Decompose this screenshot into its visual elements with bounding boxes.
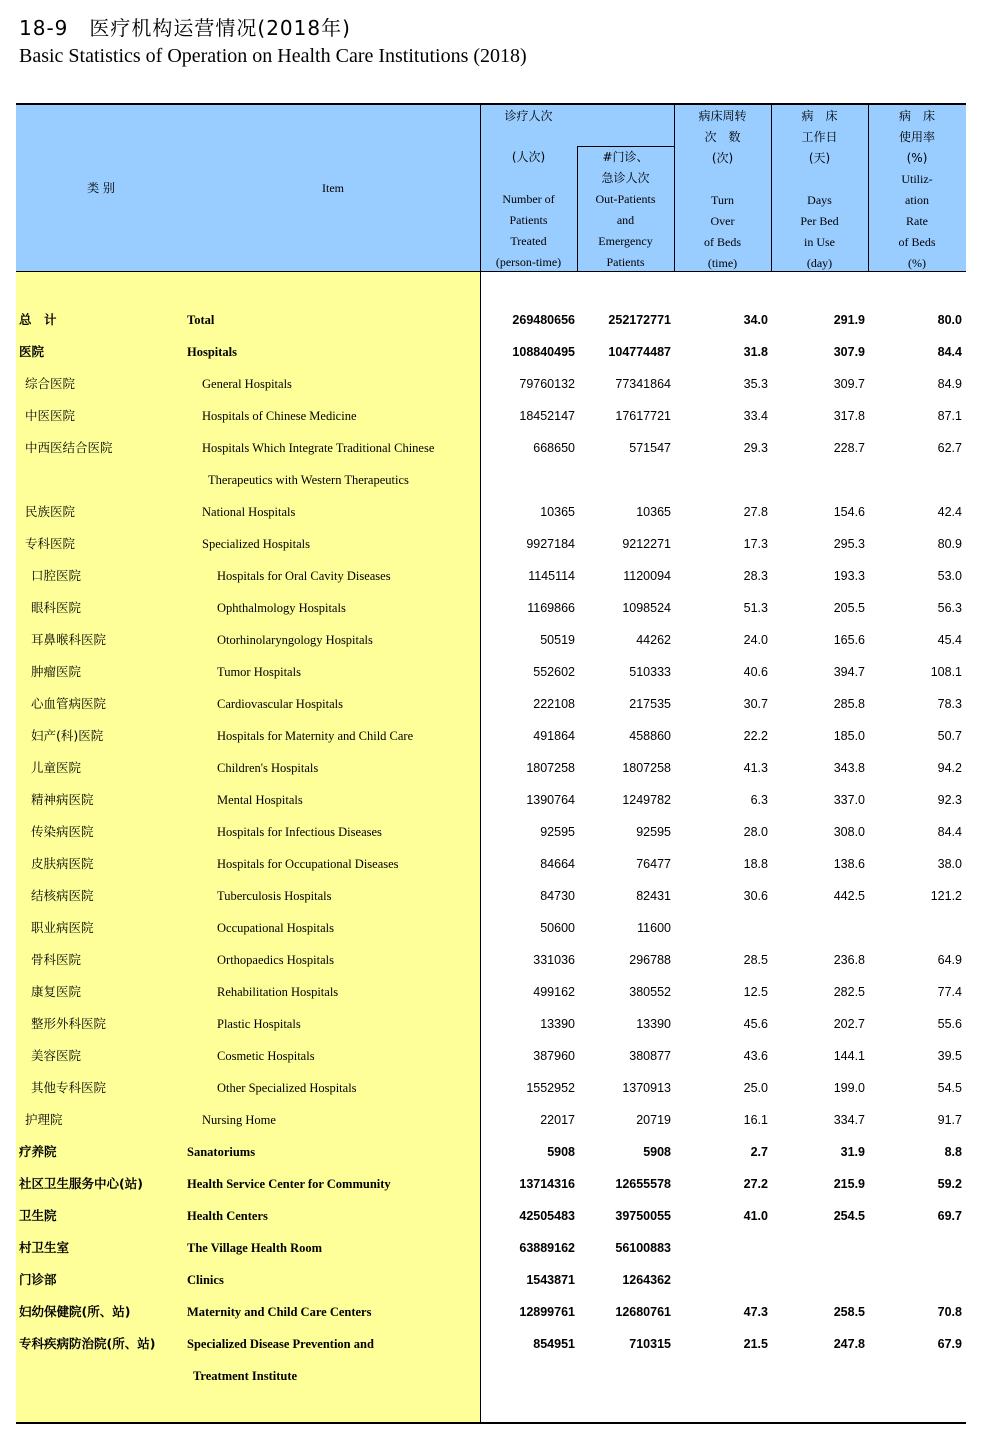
row-label-en: National Hospitals	[202, 505, 296, 519]
row-label-en: Clinics	[187, 1273, 224, 1287]
row-label-cn: 妇幼保健院(所、站)	[19, 1304, 131, 1319]
row-value-4: 337.0	[833, 793, 865, 807]
row-label-cn: 美容医院	[31, 1048, 82, 1063]
row-value-4: 144.1	[833, 1049, 865, 1063]
row-label-cn: 民族医院	[25, 504, 76, 519]
table-row	[0, 688, 981, 720]
row-value-3: 29.3	[743, 441, 768, 455]
row-value-1: 13390	[540, 1017, 575, 1031]
table-row	[0, 1104, 981, 1136]
row-value-2: 39750055	[615, 1209, 671, 1223]
row-value-5: 108.1	[930, 665, 962, 679]
table-row	[0, 816, 981, 848]
row-value-4: 154.6	[833, 505, 865, 519]
row-value-1: 269480656	[512, 313, 575, 327]
row-value-3: 43.6	[743, 1049, 768, 1063]
row-value-4: 31.9	[840, 1145, 865, 1159]
row-value-5: 69.7	[937, 1209, 962, 1223]
row-value-3: 35.3	[743, 377, 768, 391]
row-value-1: 84730	[540, 889, 575, 903]
row-value-2: 710315	[629, 1337, 671, 1351]
row-value-1: 50600	[540, 921, 575, 935]
row-value-5: 45.4	[937, 633, 962, 647]
header-patients-unit: (人次)	[511, 150, 546, 164]
row-label-cn: 门诊部	[19, 1272, 57, 1287]
row-label-cn: 口腔医院	[31, 568, 82, 583]
row-label-cn: 总 计	[19, 312, 57, 327]
row-value-4: 165.6	[833, 633, 865, 647]
row-value-2: 13390	[636, 1017, 671, 1031]
row-value-2: 12655578	[615, 1177, 671, 1191]
row-value-1: 12899761	[519, 1305, 575, 1319]
row-label-en: Tuberculosis Hospitals	[217, 889, 332, 903]
row-label-cn: 职业病医院	[31, 920, 94, 935]
row-value-5: 94.2	[937, 761, 962, 775]
row-label-cn: 心血管病医院	[31, 696, 107, 711]
row-label-en: Total	[187, 313, 215, 327]
row-value-5: 84.4	[937, 345, 962, 359]
row-label-en: Orthopaedics Hospitals	[217, 953, 334, 967]
table-row	[0, 1328, 981, 1360]
row-label-cn: 综合医院	[25, 376, 76, 391]
row-value-3: 51.3	[743, 601, 768, 615]
row-label-cn: 妇产(科)医院	[31, 728, 104, 743]
row-value-2: 380877	[629, 1049, 671, 1063]
row-value-1: 387960	[533, 1049, 575, 1063]
table-row	[0, 1200, 981, 1232]
row-value-3: 30.7	[743, 697, 768, 711]
row-value-3: 40.6	[743, 665, 768, 679]
row-value-2: 44262	[636, 633, 671, 647]
table-row	[0, 1168, 981, 1200]
row-value-1: 1807258	[526, 761, 575, 775]
row-value-4: 215.9	[833, 1177, 865, 1191]
table-row	[0, 656, 981, 688]
row-value-3: 24.0	[743, 633, 768, 647]
row-label-cn: 村卫生室	[19, 1240, 70, 1255]
row-value-3: 25.0	[743, 1081, 768, 1095]
row-label-cn: 专科医院	[25, 536, 76, 551]
row-value-3: 22.2	[743, 729, 768, 743]
row-value-1: 854951	[533, 1337, 575, 1351]
row-value-4: 285.8	[833, 697, 865, 711]
row-label-cn: 护理院	[25, 1112, 63, 1127]
table-row	[0, 336, 981, 368]
row-value-5: 91.7	[937, 1113, 962, 1127]
table-row	[0, 1072, 981, 1104]
row-value-2: 77341864	[615, 377, 671, 391]
row-value-5: 92.3	[937, 793, 962, 807]
row-value-4: 309.7	[833, 377, 865, 391]
row-label-en: Hospitals	[187, 345, 238, 359]
row-value-5: 50.7	[937, 729, 962, 743]
row-value-5: 55.6	[937, 1017, 962, 1031]
row-label-en: Maternity and Child Care Centers	[187, 1305, 372, 1319]
row-label-cn: 肿瘤医院	[31, 664, 82, 679]
row-value-4: 295.3	[833, 537, 865, 551]
row-label-en: Hospitals Which Integrate Traditional Chinese	[202, 441, 435, 455]
row-value-1: 18452147	[519, 409, 575, 423]
row-label-en: Occupational Hospitals	[217, 921, 334, 935]
table-row	[0, 592, 981, 624]
table-row	[0, 1008, 981, 1040]
table-body	[0, 304, 981, 1392]
row-value-5: 84.4	[937, 825, 962, 839]
table-row	[0, 784, 981, 816]
table-row	[0, 1264, 981, 1296]
row-value-2: 104774487	[608, 345, 671, 359]
row-value-1: 552602	[533, 665, 575, 679]
row-value-2: 10365	[636, 505, 671, 519]
row-value-1: 668650	[533, 441, 575, 455]
table-row	[0, 464, 981, 496]
row-value-1: 1552952	[526, 1081, 575, 1095]
row-label-en: Cardiovascular Hospitals	[217, 697, 344, 711]
row-label-en: Hospitals for Maternity and Child Care	[217, 729, 414, 743]
row-value-1: 84664	[540, 857, 575, 871]
row-label-cn: 专科疾病防治院(所、站)	[19, 1336, 156, 1351]
row-label-cn: 骨科医院	[31, 952, 82, 967]
row-label-cn: 卫生院	[19, 1208, 57, 1223]
row-value-2: 510333	[629, 665, 671, 679]
row-value-2: 11600	[637, 921, 671, 935]
row-value-3: 16.1	[743, 1113, 768, 1127]
table-row	[0, 304, 981, 336]
row-value-5: 78.3	[937, 697, 962, 711]
table-row	[0, 1232, 981, 1264]
table-row	[0, 752, 981, 784]
table-row	[0, 1040, 981, 1072]
row-value-4: 202.7	[833, 1017, 865, 1031]
row-value-1: 9927184	[526, 537, 575, 551]
row-label-en: Nursing Home	[202, 1113, 276, 1127]
page-title-cn: 18-9 医疗机构运营情况(2018年)	[19, 16, 351, 40]
table-row	[0, 880, 981, 912]
header-patients-en: Number of Patients Treated (person-time)	[495, 192, 562, 269]
row-value-1: 108840495	[512, 345, 575, 359]
row-label-en: Tumor Hospitals	[217, 665, 301, 679]
row-label-cn: 中医医院	[25, 408, 76, 423]
row-value-5: 80.0	[937, 313, 962, 327]
table-row	[0, 1136, 981, 1168]
row-value-2: 1807258	[622, 761, 671, 775]
row-value-5: 42.4	[937, 505, 962, 519]
row-value-4: 228.7	[833, 441, 865, 455]
row-value-4: 394.7	[833, 665, 865, 679]
table-row	[0, 1296, 981, 1328]
row-value-2: 9212271	[622, 537, 671, 551]
row-value-5: 77.4	[937, 985, 962, 999]
row-value-4: 317.8	[833, 409, 865, 423]
row-value-1: 1390764	[526, 793, 575, 807]
row-label-cn: 眼科医院	[31, 600, 82, 615]
row-value-1: 491864	[533, 729, 575, 743]
row-value-5: 67.9	[937, 1337, 962, 1351]
row-value-4: 205.5	[833, 601, 865, 615]
table-row	[0, 848, 981, 880]
row-value-3: 17.3	[743, 537, 768, 551]
row-value-4: 334.7	[833, 1113, 865, 1127]
row-label-cn: 皮肤病医院	[31, 856, 94, 871]
row-label-en: Therapeutics with Western Therapeutics	[208, 473, 409, 487]
row-value-2: 12680761	[615, 1305, 671, 1319]
row-value-2: 380552	[629, 985, 671, 999]
row-label-cn: 结核病医院	[31, 888, 94, 903]
row-label-en: Health Service Center for Community	[187, 1177, 391, 1191]
row-label-en: Mental Hospitals	[217, 793, 303, 807]
row-value-3: 21.5	[743, 1337, 768, 1351]
row-value-2: 17617721	[615, 409, 671, 423]
row-label-en: General Hospitals	[202, 377, 292, 391]
row-value-5: 87.1	[937, 409, 962, 423]
row-label-en: Health Centers	[187, 1209, 268, 1223]
row-value-4: 254.5	[833, 1209, 865, 1223]
row-value-5: 84.9	[937, 377, 962, 391]
row-value-4: 282.5	[833, 985, 865, 999]
row-value-3: 34.0	[743, 313, 768, 327]
row-value-4: 291.9	[833, 313, 865, 327]
row-label-en: Specialized Disease Prevention and	[187, 1337, 374, 1351]
row-value-1: 1543871	[526, 1273, 575, 1287]
row-label-en: Other Specialized Hospitals	[217, 1081, 357, 1095]
row-value-4: 138.6	[833, 857, 865, 871]
row-value-5: 70.8	[937, 1305, 962, 1319]
row-label-en: Hospitals for Infectious Diseases	[217, 825, 382, 839]
row-label-cn: 耳鼻喉科医院	[31, 632, 107, 647]
row-value-4: 193.3	[833, 569, 865, 583]
row-value-5: 8.8	[944, 1145, 962, 1159]
row-value-2: 20719	[636, 1113, 671, 1127]
row-value-3: 41.3	[743, 761, 768, 775]
row-value-3: 6.3	[750, 793, 768, 807]
row-value-3: 30.6	[743, 889, 768, 903]
row-label-cn: 疗养院	[19, 1144, 57, 1159]
row-value-1: 79760132	[519, 377, 575, 391]
row-value-3: 2.7	[750, 1145, 768, 1159]
row-value-3: 12.5	[743, 985, 768, 999]
row-value-3: 45.6	[743, 1017, 768, 1031]
row-value-4: 307.9	[833, 345, 865, 359]
row-value-3: 18.8	[743, 857, 768, 871]
header-days: 病 床 工作日 (天) Days Per Bed in Use (day)	[800, 109, 839, 270]
table-row	[0, 528, 981, 560]
table-row	[0, 560, 981, 592]
row-label-cn: 中西医结合医院	[25, 440, 113, 455]
row-value-2: 56100883	[615, 1241, 671, 1255]
row-value-4: 308.0	[833, 825, 865, 839]
header-category-cn: 类 别	[87, 181, 115, 195]
row-value-1: 63889162	[519, 1241, 575, 1255]
row-value-2: 458860	[629, 729, 671, 743]
row-value-1: 5908	[547, 1145, 575, 1159]
row-value-3: 28.3	[743, 569, 768, 583]
row-label-en: Hospitals for Oral Cavity Diseases	[217, 569, 391, 583]
row-value-3: 41.0	[743, 1209, 768, 1223]
table-row	[0, 624, 981, 656]
row-value-1: 222108	[533, 697, 575, 711]
row-value-2: 1370913	[622, 1081, 671, 1095]
row-value-2: 217535	[629, 697, 671, 711]
row-value-1: 499162	[533, 985, 575, 999]
row-value-5: 64.9	[937, 953, 962, 967]
header-outpatients: #门诊、 急诊人次 Out-Patients and Emergency Patients	[595, 150, 656, 269]
row-label-en: Specialized Hospitals	[202, 537, 310, 551]
table-row	[0, 368, 981, 400]
row-value-1: 1169866	[527, 601, 575, 615]
row-value-4: 247.8	[833, 1337, 865, 1351]
row-value-5: 59.2	[937, 1177, 962, 1191]
row-label-cn: 社区卫生服务中心(站)	[19, 1176, 143, 1191]
row-value-2: 76477	[636, 857, 671, 871]
row-label-en: Plastic Hospitals	[217, 1017, 301, 1031]
row-label-cn: 其他专科医院	[31, 1080, 107, 1095]
row-value-3: 27.8	[743, 505, 768, 519]
row-label-en: Rehabilitation Hospitals	[217, 985, 339, 999]
table-row	[0, 432, 981, 464]
row-label-en: Hospitals for Occupational Diseases	[217, 857, 399, 871]
row-label-cn: 医院	[19, 344, 45, 359]
row-value-2: 1120094	[623, 569, 671, 583]
table-row	[0, 400, 981, 432]
row-value-2: 571547	[629, 441, 671, 455]
row-value-2: 5908	[643, 1145, 671, 1159]
row-label-en: The Village Health Room	[187, 1241, 323, 1255]
row-value-5: 53.0	[937, 569, 962, 583]
row-label-en: Sanatoriums	[187, 1145, 256, 1159]
row-value-2: 82431	[636, 889, 671, 903]
row-value-5: 80.9	[937, 537, 962, 551]
row-value-3: 31.8	[743, 345, 768, 359]
row-value-5: 54.5	[937, 1081, 962, 1095]
row-value-3: 28.5	[743, 953, 768, 967]
table-row	[0, 496, 981, 528]
row-value-4: 185.0	[833, 729, 865, 743]
table-row	[0, 720, 981, 752]
row-value-2: 1264362	[622, 1273, 671, 1287]
row-value-2: 252172771	[608, 313, 671, 327]
row-value-1: 42505483	[519, 1209, 575, 1223]
header-patients-group: 诊疗人次	[504, 109, 553, 123]
table-row	[0, 912, 981, 944]
row-label-en: Ophthalmology Hospitals	[217, 601, 346, 615]
row-label-cn: 精神病医院	[31, 792, 94, 807]
row-label-en: Cosmetic Hospitals	[217, 1049, 315, 1063]
row-value-1: 331036	[533, 953, 575, 967]
row-value-4: 258.5	[833, 1305, 865, 1319]
row-value-3: 47.3	[743, 1305, 768, 1319]
row-value-1: 50519	[540, 633, 575, 647]
row-value-2: 92595	[636, 825, 671, 839]
row-value-5: 38.0	[937, 857, 962, 871]
row-value-4: 199.0	[833, 1081, 865, 1095]
page-title-en: Basic Statistics of Operation on Health Care Institutions (2018)	[19, 45, 527, 67]
row-value-1: 92595	[540, 825, 575, 839]
table-row	[0, 944, 981, 976]
row-label-cn: 康复医院	[31, 984, 82, 999]
row-value-1: 1145114	[528, 569, 575, 583]
row-label-en: Treatment Institute	[193, 1369, 298, 1383]
row-value-4: 343.8	[833, 761, 865, 775]
row-value-1: 22017	[540, 1113, 575, 1127]
row-value-5: 121.2	[930, 889, 962, 903]
row-value-1: 13714316	[519, 1177, 575, 1191]
table-row	[0, 976, 981, 1008]
top-rule	[16, 103, 966, 105]
row-value-2: 1249782	[622, 793, 671, 807]
row-value-3: 27.2	[743, 1177, 768, 1191]
row-value-3: 33.4	[743, 409, 768, 423]
header-utilization: 病 床 使用率 (%) Utiliz- ation Rate of Beds (%)	[898, 109, 936, 270]
row-value-5: 56.3	[937, 601, 962, 615]
row-label-cn: 儿童医院	[31, 760, 82, 775]
row-value-5: 62.7	[937, 441, 962, 455]
header-item-en: Item	[322, 181, 344, 195]
row-label-en: Hospitals of Chinese Medicine	[202, 409, 357, 423]
row-value-5: 39.5	[937, 1049, 962, 1063]
row-value-1: 10365	[540, 505, 575, 519]
row-value-4: 236.8	[833, 953, 865, 967]
row-value-4: 442.5	[833, 889, 865, 903]
row-label-cn: 传染病医院	[31, 824, 94, 839]
table-row	[0, 1360, 981, 1392]
row-value-2: 296788	[629, 953, 671, 967]
row-value-3: 28.0	[743, 825, 768, 839]
row-label-cn: 整形外科医院	[31, 1016, 107, 1031]
header-turnover: 病床周转 次 数 (次) Turn Over of Beds (time)	[698, 109, 747, 270]
row-label-en: Otorhinolaryngology Hospitals	[217, 633, 373, 647]
row-label-en: Children's Hospitals	[217, 761, 319, 775]
bottom-rule	[16, 1422, 966, 1424]
row-value-2: 1098524	[622, 601, 671, 615]
